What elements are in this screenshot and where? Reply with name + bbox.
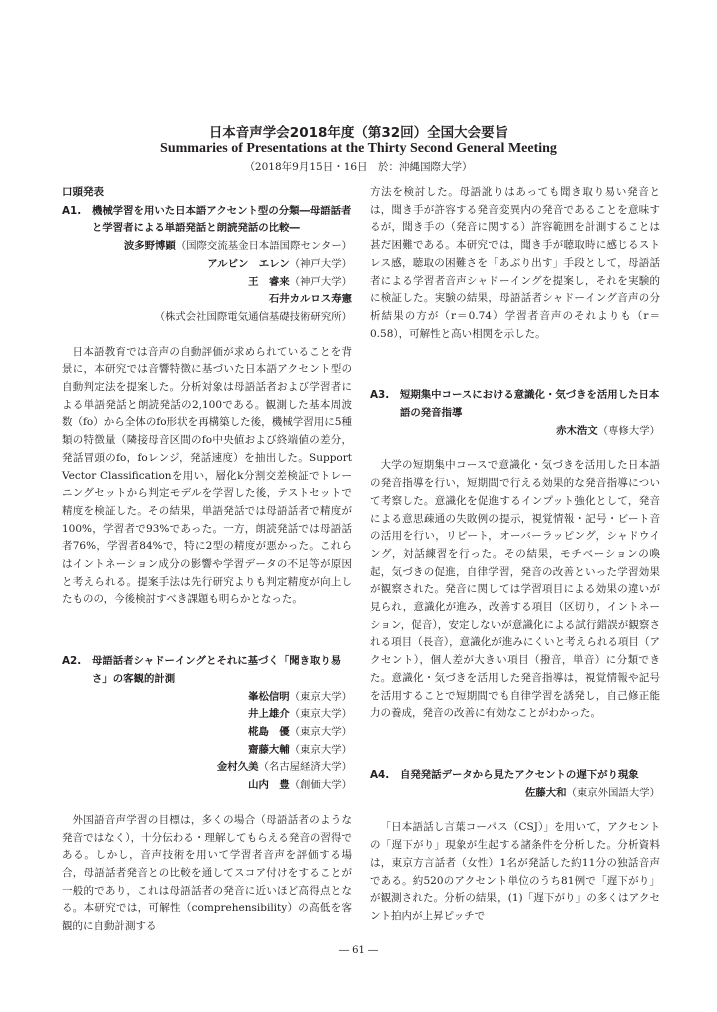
- author-name: アルビン エレン: [207, 257, 290, 270]
- abstract-a2-body-continued: 方法を検討した。母語訛りはあっても聞き取り易い発音とは，聞き手が許容する発音変異内の発音であることを意味するが，聞き手の（発音に関する）許容範囲を計測することは甚だ困難である。本研究では，聞き手が聴取時に感じるストレス感，聴取の困難さを「あぶり出す」手段として，母語話者による学習者音声シャドーイングを提案し，それを実験的に検証した。実験の結果，母語話者シャドーイング音声の分析結果の方が（r＝0.74）学習者音声のそれよりも（r＝0.58），可解性と高い相関を示した。: [370, 186, 660, 340]
- abstract-title-text: 自発発話データから見たアクセントの遅下がり現象: [400, 768, 639, 781]
- author-name: 赤木浩文: [556, 424, 598, 437]
- author-line: [62, 724, 352, 742]
- author-line: [62, 256, 352, 274]
- author-line: [62, 706, 352, 724]
- author-name: 王 睿来: [248, 275, 290, 288]
- author-affiliation: （名古屋経済大学）: [258, 761, 352, 774]
- abstract-a3-body: 大学の短期集中コースで意識化・気づきを活用した日本語の発音指導を行い，短期間で行える効果的な発音指導について考察した。意識化を促進するインプット強化として，発音による意思疎通の失敗例の提示，視覚情報・記号・ビート音の活用を行い，リピート，オーバーラッピング，シャドウイング，対話練習を行った。その結果，モチベーションの喚起，気づきの促進，自律学習，発音の改善といった学習効果が観察された。発音に関しては学習項目による効果の違いが見られ，意識化が進み，改善する項目（区切り，イントネーション，促音），安定しないが意識化による試行錯誤が観察される項目（長音），意識化が進みにくいと考えられる項目（アクセント），個人差が大きい項目（撥音，単音）に分類できた。意識化・気づきを活用した発音指導は，視覚情報や記号を活用することで短期間でも自律学習を誘発し，自己修正能力の養成，発音の改善に有効なことがわかった。: [370, 459, 660, 720]
- author-line: [370, 785, 660, 803]
- author-name: 椛島 優: [248, 725, 290, 738]
- page-number: ― 61 ―: [338, 945, 379, 956]
- author-line: [62, 274, 352, 292]
- author-affiliation: （東京大学）: [289, 708, 352, 721]
- abstract-number: A4.: [370, 768, 390, 781]
- abstract-a4-body: 「日本語話し言葉コーパス（CSJ）」を用いて，アクセントの「遅下がり」現象が生起する諸条件を分析した。分析資料は，東京方言話者（女性）1名が発話した約11分の独話音声である。約520のアクセント単位のうち81例で「遅下がり」が観測された。分析の結果，(1)「遅下がり」の多くはアクセント拍内が上昇ピッチで: [370, 821, 660, 922]
- author-name: 石井カルロス寿憲: [268, 293, 352, 306]
- author-affiliation: （東京外国語大学）: [566, 786, 660, 799]
- author-line: [62, 742, 352, 760]
- abstract-number: A3.: [370, 389, 390, 402]
- page-title-ja: 日本音声学会2018年度（第32回）全国大会要旨: [208, 125, 509, 141]
- author-line: [370, 423, 660, 441]
- author-line: [62, 238, 352, 256]
- left-column: [62, 184, 352, 936]
- author-name: 金村久美: [216, 761, 259, 774]
- author-name: 佐藤大和: [524, 786, 567, 799]
- author-affiliation: （国際交流基金日本語国際センター）: [175, 240, 352, 253]
- meeting-date-venue: （2018年9月15日・16日 於：沖縄国際大学）: [244, 161, 473, 173]
- abstract-a3-title: [370, 387, 660, 422]
- author-name: 山内 豊: [248, 779, 290, 792]
- abstract-number: A1.: [62, 204, 82, 217]
- section-label: 口頭発表: [62, 186, 104, 198]
- author-affiliation: （東京大学）: [289, 690, 352, 703]
- abstract-title-text: 機械学習を用いた日本語アクセント型の分類―母語話者と学習者による単語発話と朗読発話の比較―: [92, 204, 352, 235]
- abstract-title-text: 母語話者シャドーイングとそれに基づく「聞き取り易さ」の客観的計測: [92, 655, 342, 685]
- author-name: 井上雄介: [248, 708, 290, 721]
- abstract-a4-title: [370, 767, 660, 785]
- right-column: [370, 184, 660, 926]
- author-affiliation: （創価大学）: [289, 779, 352, 792]
- abstract-a1-title: [62, 203, 352, 238]
- author-line: [62, 291, 352, 309]
- author-affiliation: （専修大学）: [597, 424, 660, 437]
- author-name: 波多野博顕: [123, 240, 176, 253]
- author-line: [62, 689, 352, 707]
- author-line: [62, 777, 352, 795]
- abstract-number: A2.: [62, 655, 82, 668]
- author-affiliation-line: （株式会社国際電気通信基礎技術研究所）: [154, 310, 352, 323]
- author-affiliation: （東京大学）: [289, 725, 352, 738]
- author-affiliation: （神戸大学）: [289, 257, 352, 270]
- abstract-a2-body: 外国語音声学習の目標は，多くの場合（母語話者のような発音ではなく），十分伝わる・理解してもらえる発音の習得である。しかし，音声技術を用いて学習者音声を評価する場合，母語話者発音との比較を通してスコア付けをすることが一般的であり，これは母語話者の発音に近いほど高得点となる。本研究では，可解性（comprehensibility）の高低を客観的に自動計測する: [62, 813, 352, 933]
- author-name: 齋藤大輔: [248, 743, 290, 756]
- author-affiliation: （東京大学）: [289, 743, 352, 756]
- abstract-a1-body: 日本語教育では音声の自動評価が求められていることを背景に，本研究では音響特徴に基づいた日本語アクセント型の自動判定法を提案した。分析対象は母語話者および学習者による単語発話と朗読発話の2,100である。観測した基本周波数（fo）から全体のfo形状を再構築した後，機械学習用に5種類の特徴量（隣接母音区間のfo中央値および終端値の差分，発話冒頭のfo，foレンジ，発話速度）を抽出した。Support Vector Classificationを用い，層化k分割交差検証でトレーニングセットから判定モデルを学習した後，テストセットで精度を検証した。その結果，単語発話では母語話者で精度が100%，学習者で93%であった。一方，朗読発話では母語話者76%，学習者84%で，特に2型の精度が悪かった。これらはイントネーション成分の影響や学習データの不足等が原因と考えられる。提案手法は先行研究よりも判定精度が向上したものの，今後検討すべき課題も明らかとなった。: [62, 345, 352, 606]
- author-affiliation: （神戸大学）: [289, 275, 352, 288]
- author-name: 峯松信明: [248, 690, 290, 703]
- page-title-en: Summaries of Presentations at the Thirty Second General Meeting: [160, 141, 557, 156]
- author-line: [62, 759, 352, 777]
- abstract-a2-title: [62, 653, 352, 688]
- abstract-title-text: 短期集中コースにおける意識化・気づきを活用した日本語の発音指導: [400, 389, 660, 420]
